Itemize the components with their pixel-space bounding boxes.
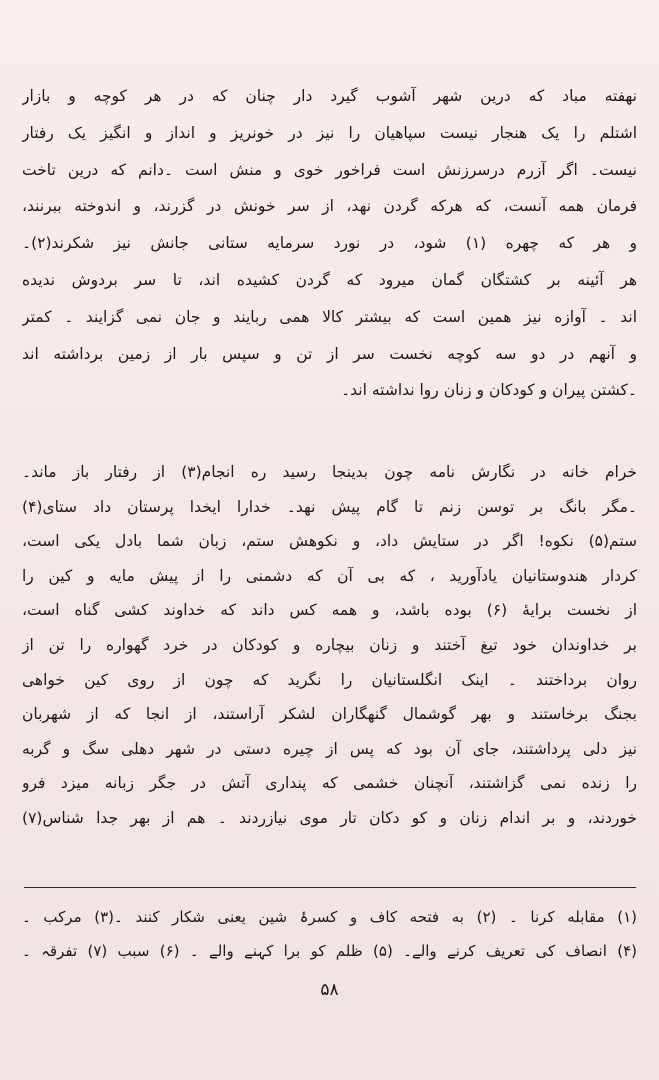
- text-line: نهفته مباد که درین شهر آشوب گیرد دار چنان که در هر کوچه و بازار: [22, 87, 637, 105]
- text-line: اشتلم را یک هنجار نیست سپاهیان را نیز در خونریز و انداز و انگیز یک رفتار: [22, 123, 637, 142]
- paragraph-1: [22, 78, 637, 409]
- text-line: و آنهم در دو سه کوچه نخست سر از تن و سپس بار از زمین برداشته اند: [22, 344, 637, 363]
- text-line: بر خداوندان خود تیغ آختند و زنان بیچاره و کودکان در خرد گهواره را تن از: [22, 635, 637, 654]
- text-line: خرام خانه در نگارش نامه چون بدینجا رسید ره انجام(۳) از رفتار باز ماند۔: [22, 463, 637, 481]
- text-line: روان برداختند ۔ اینک انگلستانیان را نگرید که چون از روی کین خواهی: [22, 670, 637, 689]
- paragraph-2: [22, 455, 637, 836]
- text-line: ۔مگر بانگ بر توسن زنم تا گام پیش نهد۔ خدارا ایخدا پرستان داد ستای(۴): [22, 497, 637, 516]
- text-line: و هر که چهره (۱) شود، در نورد سرمایه ستانی جانش نیز شکرند(۲)۔: [22, 234, 637, 253]
- text-line: فرمان همه آنست، که هرکه گردن نهد، از سر خونش در گزرند، و اندوخته ببرنند،: [22, 197, 637, 216]
- text-line: نیز دلی پرداشتند، جای آن بود که پس از چیره دستی در شهر دهلی سگ و گربه: [22, 739, 637, 758]
- footnote-divider: [24, 887, 636, 888]
- text-line: اند ۔ آوازه نیز همین است که بیشتر کالا همی ربایند و جان نمی گزایند ۔ کمتر: [22, 307, 637, 326]
- text-line: هر آئینه بر کشتگان گمان میرود که گردن کشیده اند، تا سر بردوش ندیده: [22, 270, 637, 289]
- text-line: ستم(۵) نکوه! اگر در ستایش داد، و نکوهش ستم، زبان شما بادل یکی است،: [22, 532, 637, 551]
- text-line: را زنده نمی گزاشتند، آنچنان خشمی که پنداری آتش در جگر زبانه میزد فرو: [22, 774, 637, 793]
- footnote-line: (۱) مقابله کرنا ۔ (۲) به فتحه کاف و کسرۂ شین یعنی شکار کنند ۔(۳) مرکب ۔: [22, 908, 637, 926]
- page-number: [0, 980, 659, 1000]
- footnote-line: (۴) انصاف کی تعریف کرنے والے۔ (۵) ظلم کو برا کہنے والے ۔ (۶) سبب (۷) تفرقہ ۔: [22, 942, 637, 960]
- text-line: نیست۔ اگر آزرم درسرزنش است فراخور خوی و منش است ۔دانم که درین تاخت: [22, 160, 637, 179]
- text-line: بجنگ برخاستند و بهر گوشمال گنهگاران لشکر آراستند، از انجا که از شهربان: [22, 705, 637, 724]
- text-line: خوردند، و بر اندام زنان و کو دکان تار موی نیازردند ۔ هم از بهر جدا شناس(۷): [22, 808, 637, 827]
- page-number-text: ۵۸: [320, 980, 339, 1000]
- text-line: کردار هندوستانیان یادآورید ، که بی آن که دشمنی را از پیش مایه و کین را: [22, 566, 637, 585]
- text-line: ۔کشتن پیران و کودکان و زنان روا نداشته اند۔: [341, 381, 637, 400]
- text-line: از نخست برایهٔ (۶) بوده باشد، و همه کس داند که خداوند کشی گناه است،: [22, 601, 637, 620]
- footnotes: [22, 900, 637, 968]
